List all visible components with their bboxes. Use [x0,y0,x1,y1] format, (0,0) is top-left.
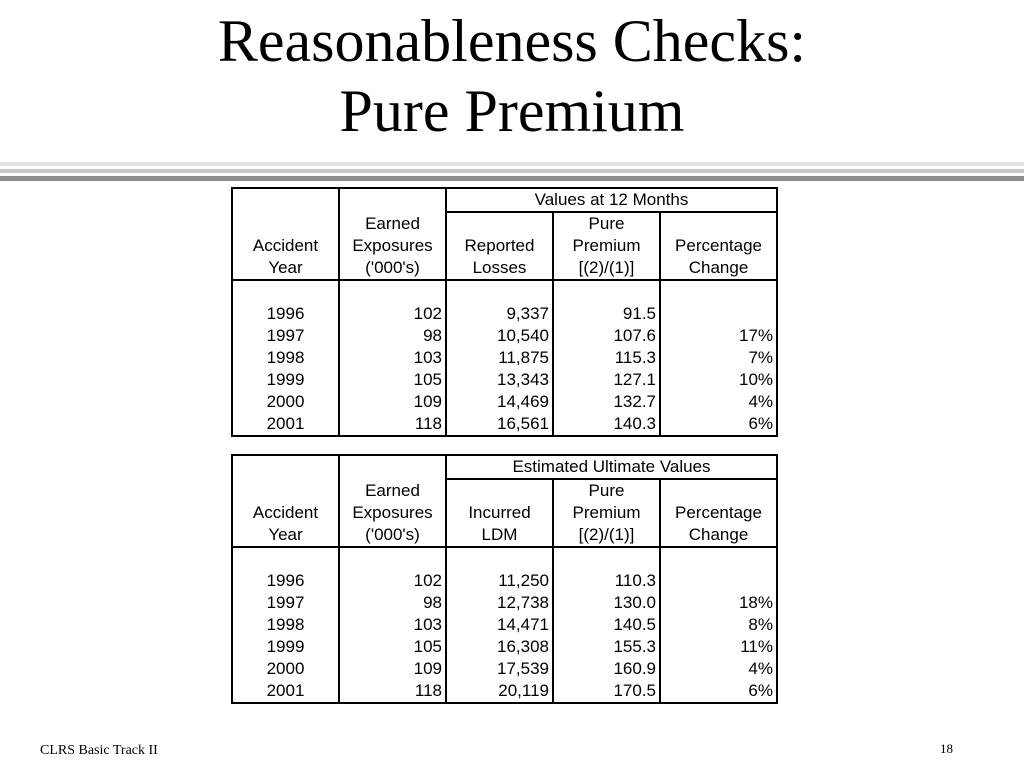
group-header: Values at 12 Months [446,188,777,212]
table-row [232,391,777,413]
header-losses-line2: Losses [446,257,553,280]
blank-cell [232,188,339,212]
pure-premium-cell: 155.3 [553,636,660,658]
year-cell: 2001 [232,413,339,436]
slide-title [0,6,1024,146]
exposures-cell: 103 [339,614,446,636]
pure-premium-cell: 170.5 [553,680,660,703]
header-earned: Earned [339,479,446,502]
exposures-cell: 109 [339,391,446,413]
header-exposures: Exposures [339,235,446,257]
table-row [232,636,777,658]
pure-premium-cell: 130.0 [553,592,660,614]
header-cell [660,479,777,502]
header-cell [232,479,339,502]
exposures-cell: 118 [339,413,446,436]
change-cell: 11% [660,636,777,658]
year-cell: 1996 [232,570,339,592]
table-row [232,592,777,614]
pure-premium-cell: 91.5 [553,303,660,325]
header-premium: Premium [553,235,660,257]
header-formula: [(2)/(1)] [553,524,660,547]
header-earned: Earned [339,212,446,235]
exposures-cell: 118 [339,680,446,703]
header-losses-line1: Reported [446,235,553,257]
pure-premium-cell: 140.3 [553,413,660,436]
header-row [232,479,777,502]
year-cell: 2000 [232,658,339,680]
header-incurred-line1: Incurred [446,502,553,524]
table-row [232,658,777,680]
header-incurred-line2: LDM [446,524,553,547]
header-row [232,502,777,524]
pure-premium-cell: 115.3 [553,347,660,369]
header-row [232,257,777,280]
divider-light [0,162,1024,166]
footer-course-label: CLRS Basic Track II [40,743,158,758]
header-units: ('000's) [339,257,446,280]
losses-cell: 11,250 [446,570,553,592]
table-row [232,614,777,636]
group-header: Estimated Ultimate Values [446,455,777,479]
divider-dark [0,176,1024,181]
group-header-row [232,455,777,479]
table-row [232,325,777,347]
change-cell: 4% [660,391,777,413]
exposures-cell: 105 [339,636,446,658]
change-cell [660,570,777,592]
divider-mid [0,169,1024,173]
losses-cell: 17,539 [446,658,553,680]
year-cell: 2001 [232,680,339,703]
losses-cell: 14,471 [446,614,553,636]
losses-cell: 10,540 [446,325,553,347]
table-row [232,303,777,325]
pure-premium-cell: 110.3 [553,570,660,592]
year-cell: 1997 [232,325,339,347]
header-cell [660,212,777,235]
year-cell: 1996 [232,303,339,325]
pure-premium-cell: 132.7 [553,391,660,413]
change-cell: 8% [660,614,777,636]
header-percentage: Percentage [660,502,777,524]
header-premium: Premium [553,502,660,524]
losses-cell: 13,343 [446,369,553,391]
spacer-row [232,547,777,570]
losses-cell: 20,119 [446,680,553,703]
year-cell: 1999 [232,369,339,391]
header-row [232,235,777,257]
exposures-cell: 109 [339,658,446,680]
change-cell: 18% [660,592,777,614]
table-row [232,369,777,391]
pure-premium-cell: 127.1 [553,369,660,391]
losses-cell: 12,738 [446,592,553,614]
losses-cell: 16,308 [446,636,553,658]
exposures-cell: 102 [339,303,446,325]
header-cell [232,212,339,235]
table-row [232,347,777,369]
change-cell [660,303,777,325]
year-cell: 1998 [232,347,339,369]
header-accident: Accident [232,502,339,524]
exposures-cell: 102 [339,570,446,592]
table-row [232,680,777,703]
header-cell [446,212,553,235]
change-cell: 7% [660,347,777,369]
header-year: Year [232,257,339,280]
change-cell: 6% [660,680,777,703]
header-accident: Accident [232,235,339,257]
header-row [232,212,777,235]
change-cell: 4% [660,658,777,680]
blank-cell [232,455,339,479]
header-row [232,524,777,547]
year-cell: 1999 [232,636,339,658]
change-cell: 10% [660,369,777,391]
losses-cell: 9,337 [446,303,553,325]
page-number: 18 [940,741,953,756]
header-year: Year [232,524,339,547]
losses-cell: 11,875 [446,347,553,369]
header-change: Change [660,257,777,280]
change-cell: 17% [660,325,777,347]
losses-cell: 16,561 [446,413,553,436]
header-cell [446,479,553,502]
header-change: Change [660,524,777,547]
header-pure: Pure [553,479,660,502]
exposures-cell: 98 [339,592,446,614]
pure-premium-cell: 107.6 [553,325,660,347]
exposures-cell: 103 [339,347,446,369]
values-at-12-months-table [231,187,778,437]
title-line-1: Reasonableness Checks: [217,8,807,74]
table-row [232,413,777,436]
estimated-ultimate-values-table [231,454,778,704]
header-exposures: Exposures [339,502,446,524]
spacer-row [232,280,777,303]
header-units: ('000's) [339,524,446,547]
year-cell: 2000 [232,391,339,413]
table-row [232,570,777,592]
year-cell: 1997 [232,592,339,614]
group-header-row [232,188,777,212]
pure-premium-cell: 140.5 [553,614,660,636]
exposures-cell: 105 [339,369,446,391]
header-formula: [(2)/(1)] [553,257,660,280]
header-percentage: Percentage [660,235,777,257]
pure-premium-cell: 160.9 [553,658,660,680]
losses-cell: 14,469 [446,391,553,413]
blank-cell [339,455,446,479]
year-cell: 1998 [232,614,339,636]
exposures-cell: 98 [339,325,446,347]
title-line-2: Pure Premium [339,78,685,144]
header-pure: Pure [553,212,660,235]
change-cell: 6% [660,413,777,436]
blank-cell [339,188,446,212]
